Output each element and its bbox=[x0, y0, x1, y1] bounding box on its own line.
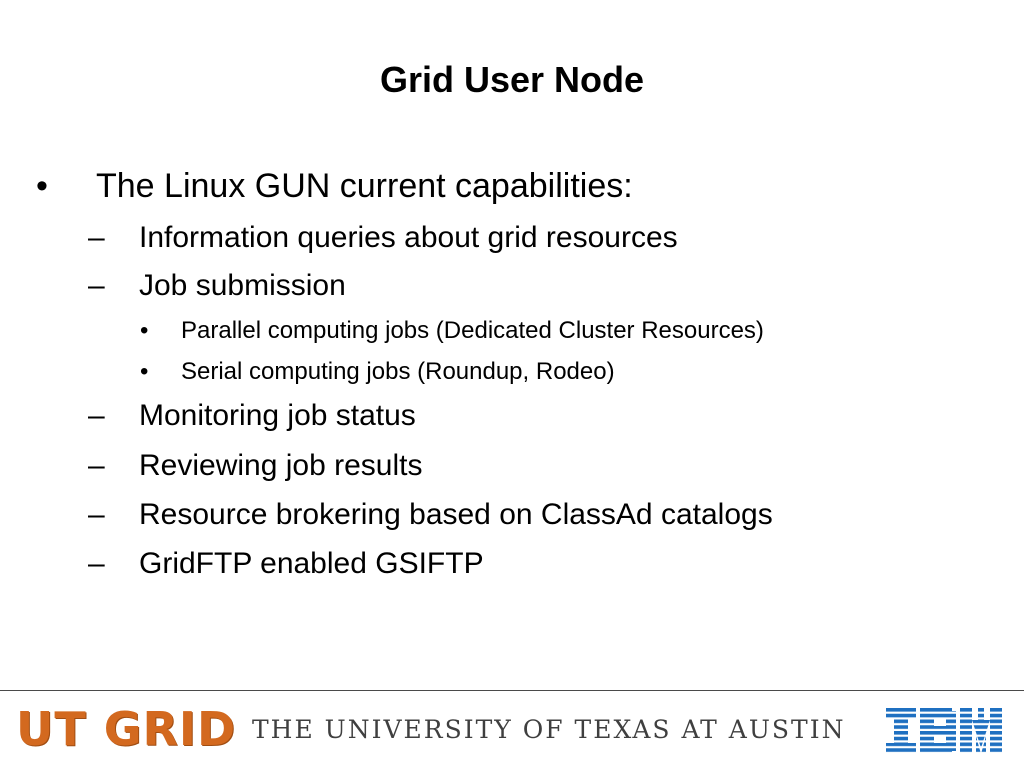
bullet-marker: • bbox=[36, 167, 48, 205]
ut-grid-logo: UT GRID bbox=[16, 702, 237, 756]
dash-marker: – bbox=[88, 399, 105, 432]
bullet-text: Serial computing jobs (Roundup, Rodeo) bbox=[181, 358, 615, 385]
bullet-text: Reviewing job results bbox=[139, 449, 423, 482]
footer-banner bbox=[0, 691, 1024, 768]
bullet-text: Job submission bbox=[139, 269, 346, 302]
ibm-logo bbox=[886, 708, 1002, 754]
bullet-text: Information queries about grid resources bbox=[139, 221, 678, 254]
dash-marker: – bbox=[88, 221, 105, 254]
university-name: THE UNIVERSITY OF TEXAS AT AUSTIN bbox=[252, 715, 846, 744]
dash-marker: – bbox=[88, 449, 105, 482]
bullet-text: The Linux GUN current capabilities: bbox=[96, 167, 633, 205]
dash-marker: – bbox=[88, 498, 105, 531]
dash-marker: – bbox=[88, 269, 105, 302]
bullet-text: Parallel computing jobs (Dedicated Cluster Resources) bbox=[181, 317, 764, 344]
bullet-marker: • bbox=[140, 358, 149, 385]
bullet-text: Resource brokering based on ClassAd catalogs bbox=[139, 498, 773, 531]
slide-title: Grid User Node bbox=[379, 59, 645, 100]
bullet-text: GridFTP enabled GSIFTP bbox=[139, 547, 484, 580]
bullet-marker: • bbox=[140, 317, 149, 344]
dash-marker: – bbox=[88, 547, 105, 580]
bullet-text: Monitoring job status bbox=[139, 399, 416, 432]
